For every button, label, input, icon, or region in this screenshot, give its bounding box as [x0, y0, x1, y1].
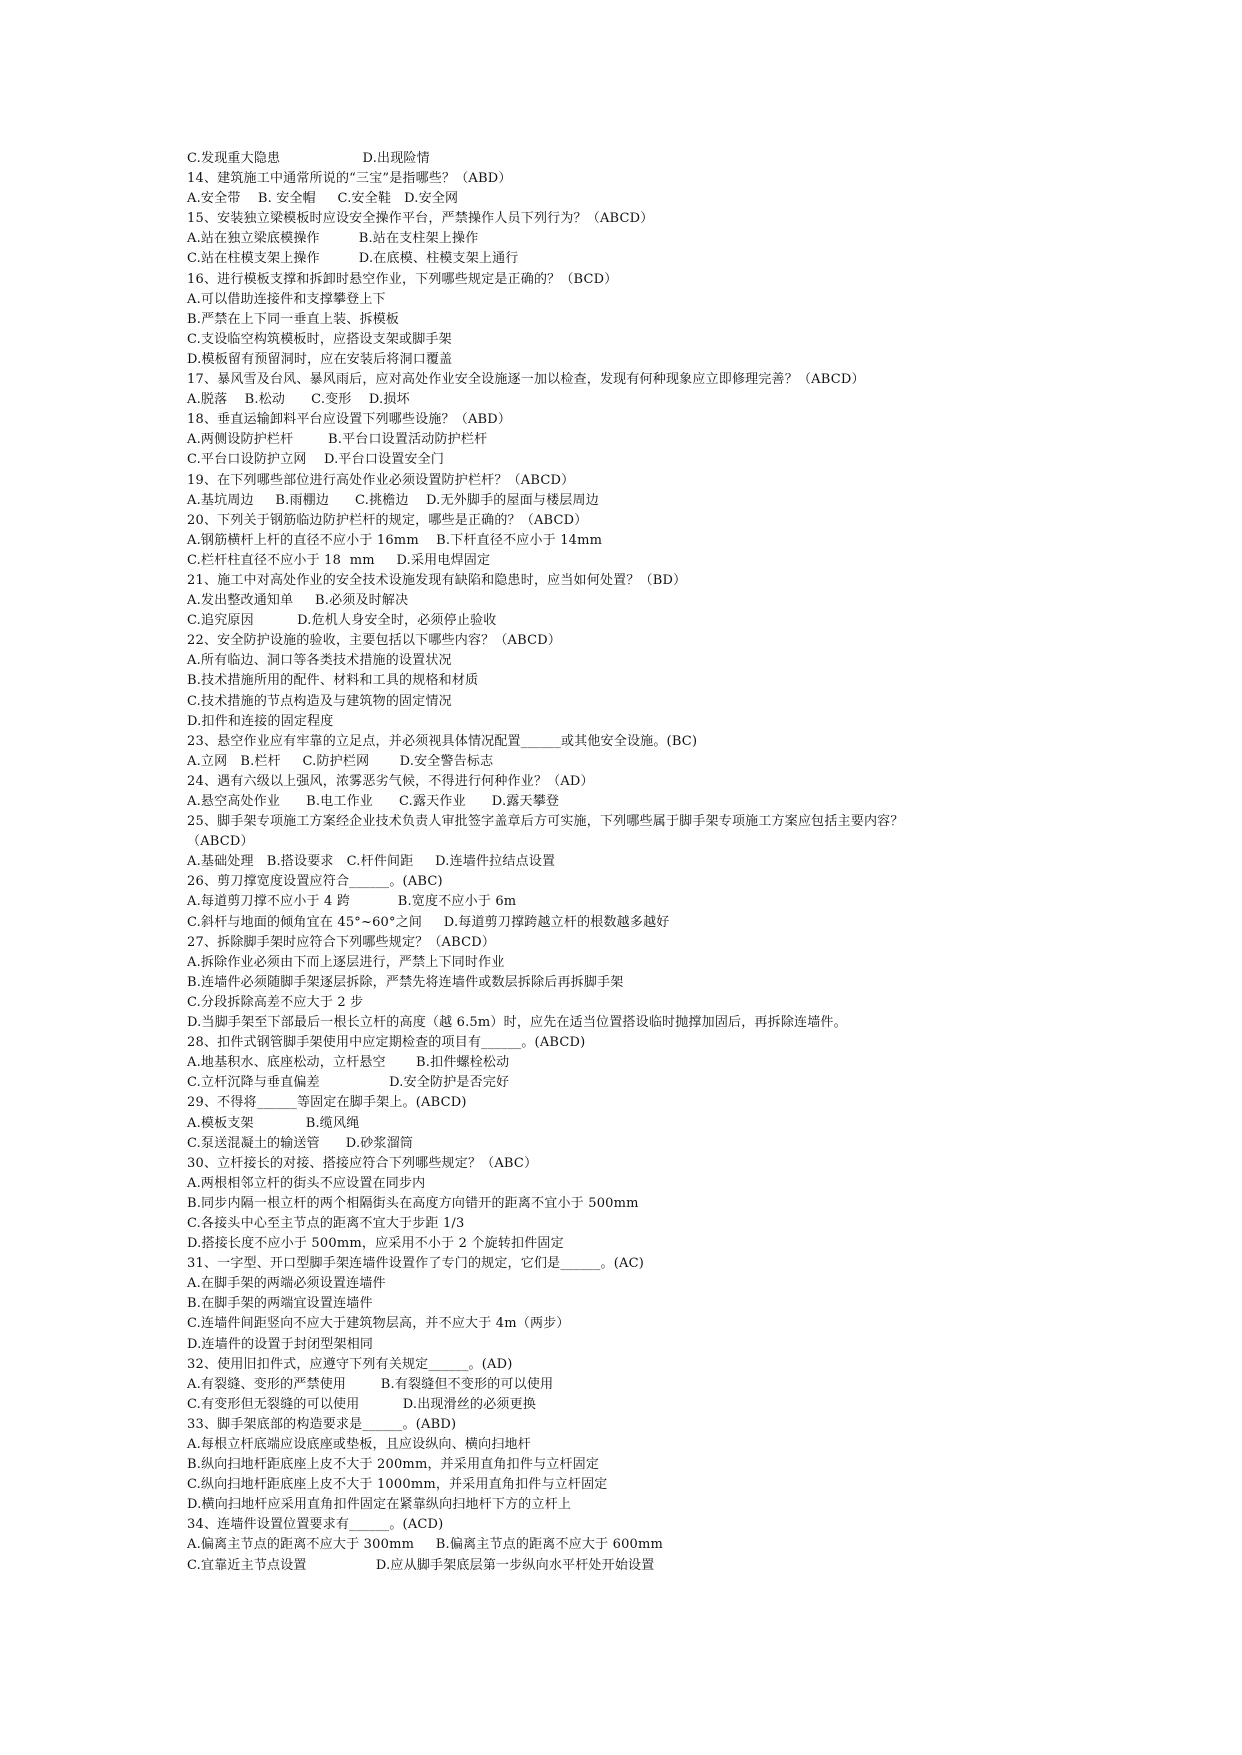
- text-line: 15、安装独立梁模板时应设安全操作平台，严禁操作人员下列行为？（ABCD）: [187, 211, 654, 227]
- text-line: D.搭接长度不应小于 500mm，应采用不小于 2 个旋转扣件固定: [187, 1236, 564, 1252]
- text-line: C.纵向扫地杆距底座上皮不大于 1000mm，并采用直角扣件与立杆固定: [187, 1477, 608, 1493]
- text-line: 23、悬空作业应有牢靠的立足点，并必须视具体情况配置______或其他安全设施。(BC): [187, 733, 698, 749]
- text-line: C.宜靠近主节点设置 D.应从脚手架底层第一步纵向水平杆处开始设置: [187, 1557, 655, 1573]
- text-line: 18、垂直运输卸料平台应设置下列哪些设施？（ABD）: [187, 412, 512, 428]
- text-line: 20、下列关于钢筋临边防护栏杆的规定，哪些是正确的？（ABCD）: [187, 512, 588, 528]
- text-line: 21、施工中对高处作业的安全技术设施发现有缺陷和隐患时，应当如何处置？（BD）: [187, 572, 687, 588]
- exam-questions-text: [187, 149, 1087, 1576]
- text-line: C.技术措施的节点构造及与建筑物的固定情况: [187, 693, 452, 709]
- text-line: 16、进行模板支撑和拆卸时悬空作业，下列哪些规定是正确的？（BCD）: [187, 271, 618, 287]
- text-line: 26、剪刀撑宽度设置应符合______。(ABC): [187, 874, 443, 890]
- text-line: C.发现重大隐患 D.出现险情: [187, 151, 430, 166]
- text-line: A.有裂缝、变形的严禁使用 B.有裂缝但不变形的可以使用: [187, 1376, 554, 1392]
- text-line: A.地基积水、底座松动，立杆悬空 B.扣件螺栓松动: [187, 1055, 510, 1071]
- text-line: A.钢筋横杆上杆的直径不应小于 16mm B.下杆直径不应小于 14mm: [187, 532, 603, 548]
- text-line: 31、一字型、开口型脚手架连墙件设置作了专门的规定，它们是______。(AC): [187, 1256, 645, 1272]
- text-line: 19、在下列哪些部位进行高处作业必须设置防护栏杆？（ABCD）: [187, 472, 575, 488]
- text-line: D.连墙件的设置于封闭型架相同: [187, 1336, 374, 1352]
- text-line: 17、暴风雪及台风、暴风雨后，应对高处作业安全设施逐一加以检查，发现有何种现象应立即修理完善？（ABCD）: [187, 372, 865, 388]
- text-line: A.基础处理 B.搭设要求 C.杆件间距 D.连墙件拉结点设置: [187, 854, 556, 870]
- text-line: A.安全带 B. 安全帽 C.安全鞋 D.安全网: [187, 191, 459, 207]
- text-line: D.模板留有预留洞时，应在安装后将洞口覆盖: [187, 351, 453, 367]
- text-line: A.立网 B.栏杆 C.防护栏网 D.安全警告标志: [187, 753, 494, 769]
- text-line: A.悬空高处作业 B.电工作业 C.露天作业 D.露天攀登: [187, 794, 560, 809]
- text-line: B.同步内隔一根立杆的两个相隔街头在高度方向错开的距离不宜小于 500mm: [187, 1195, 639, 1211]
- text-line: A.每道剪刀撑不应小于 4 跨 B.宽度不应小于 6m: [187, 894, 517, 910]
- text-line: 22、安全防护设施的验收，主要包括以下哪些内容？（ABCD）: [187, 633, 562, 649]
- text-line: C.立杆沉降与垂直偏差 D.安全防护是否完好: [187, 1075, 510, 1091]
- text-line: A.模板支架 B.缆风绳: [187, 1115, 360, 1131]
- text-line: C.追究原因 D.危机人身安全时，必须停止验收: [187, 613, 497, 629]
- text-line: A.拆除作业必须由下而上逐层进行，严禁上下同时作业: [187, 954, 505, 970]
- text-line: C.栏杆柱直径不应小于 18 mm D.采用电焊固定: [187, 552, 491, 568]
- text-line: A.基坑周边 B.雨棚边 C.挑檐边 D.无外脚手的屋面与楼层周边: [187, 492, 599, 508]
- text-line: A.在脚手架的两端必须设置连墙件: [187, 1276, 386, 1292]
- text-line: 32、使用旧扣件式，应遵守下列有关规定______。(AD): [187, 1356, 513, 1372]
- text-line: A.所有临边、洞口等各类技术措施的设置状况: [187, 653, 452, 669]
- text-line: （ABCD）: [187, 834, 254, 850]
- text-line: C.各接头中心至主节点的距离不宜大于步距 1/3: [187, 1215, 465, 1231]
- text-line: A.脱落 B.松动 C.变形 D.损坏: [187, 392, 410, 408]
- text-line: B.在脚手架的两端宜设置连墙件: [187, 1296, 373, 1312]
- text-line: B.严禁在上下同一垂直上装、拆模板: [187, 311, 400, 327]
- text-line: B.连墙件必须随脚手架逐层拆除，严禁先将连墙件或数层拆除后再拆脚手架: [187, 974, 624, 990]
- text-line: A.每根立杆底端应设底座或垫板，且应设纵向、横向扫地杆: [187, 1437, 531, 1452]
- text-line: C.连墙件间距竖向不应大于建筑物层高，并不应大于 4m（两步）: [187, 1316, 570, 1332]
- text-line: 28、扣件式钢管脚手架使用中应定期检查的项目有______。(ABCD): [187, 1035, 586, 1051]
- text-line: A.两侧设防护栏杆 B.平台口设置活动防护栏杆: [187, 432, 488, 448]
- text-line: C.有变形但无裂缝的可以使用 D.出现滑丝的必须更换: [187, 1396, 537, 1412]
- text-line: D.横向扫地杆应采用直角扣件固定在紧靠纵向扫地杆下方的立杆上: [187, 1497, 572, 1513]
- text-line: C.分段拆除高差不应大于 2 步: [187, 994, 364, 1010]
- text-line: A.可以借助连接件和支撑攀登上下: [187, 291, 386, 307]
- text-line: 24、遇有六级以上强风，浓雾恶劣气候，不得进行何种作业？（AD）: [187, 773, 594, 789]
- text-line: C.站在柱模支架上操作 D.在底模、柱模支架上通行: [187, 251, 519, 267]
- text-line: 25、脚手架专项施工方案经企业技术负责人审批签字盖章后方可实施，下列哪些属于脚手架专项施工方案应包括主要内容？: [187, 814, 904, 830]
- text-line: A.发出整改通知单 B.必须及时解决: [187, 593, 409, 609]
- text-line: A.两根相邻立杆的街头不应设置在同步内: [187, 1175, 426, 1191]
- text-line: C.支设临空构筑模板时，应搭设支架或脚手架: [187, 331, 452, 347]
- text-line: C.平台口设防护立网 D.平台口设置安全门: [187, 452, 445, 468]
- text-line: D.扣件和连接的固定程度: [187, 713, 334, 729]
- text-line: A.站在独立梁底模操作 B.站在支柱架上操作: [187, 231, 479, 247]
- text-line: B.技术措施所用的配件、材料和工具的规格和材质: [187, 673, 479, 689]
- text-line: 34、连墙件设置位置要求有______。(ACD): [187, 1517, 444, 1533]
- text-line: A.偏离主节点的距离不应大于 300mm B.偏离主节点的距离不应大于 600mm: [187, 1537, 664, 1553]
- text-line: 14、建筑施工中通常所说的“三宝”是指哪些？（ABD）: [187, 171, 512, 187]
- text-line: B.纵向扫地杆距底座上皮不大于 200mm，并采用直角扣件与立杆固定: [187, 1457, 600, 1473]
- text-line: 33、脚手架底部的构造要求是______。(ABD): [187, 1416, 457, 1432]
- text-line: C.泵送混凝土的输送管 D.砂浆溜筒: [187, 1135, 414, 1151]
- text-line: D.当脚手架至下部最后一根长立杆的高度（越 6.5m）时，应先在适当位置搭设临时抛撑加固后，再拆除连墙件。: [187, 1015, 847, 1031]
- text-line: 27、拆除脚手架时应符合下列哪些规定？（ABCD）: [187, 934, 496, 950]
- text-line: C.斜杆与地面的倾角宜在 45°~60°之间 D.每道剪刀撑跨越立杆的根数越多越好: [187, 914, 670, 930]
- text-line: 29、不得将______等固定在脚手架上。(ABCD): [187, 1095, 467, 1111]
- text-line: 30、立杆接长的对接、搭接应符合下列哪些规定？（ABC）: [187, 1155, 538, 1171]
